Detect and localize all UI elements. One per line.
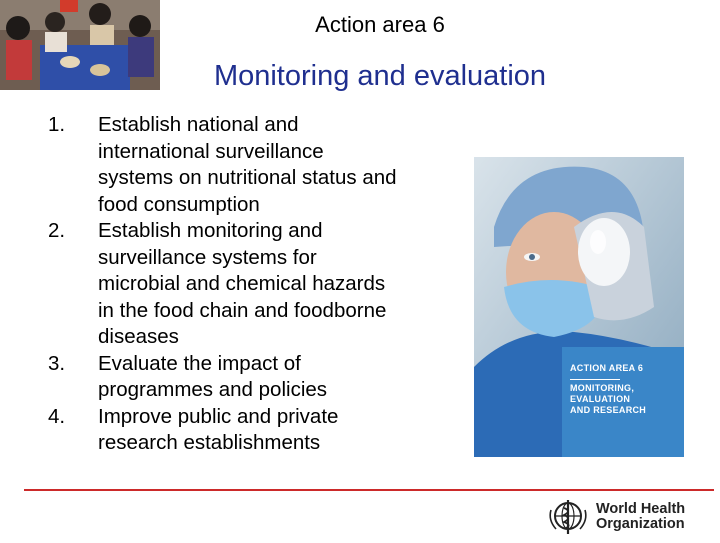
list-number: 1. xyxy=(48,113,66,136)
list-text: Improve public and private research establishments xyxy=(98,404,339,454)
page-title: Monitoring and evaluation xyxy=(213,60,547,92)
action-area-heading: Action area 6 xyxy=(315,12,445,37)
who-emblem-icon xyxy=(546,496,590,538)
who-wordmark: World Health Organization xyxy=(596,501,686,532)
list-text: Establish monitoring and surveillance systems for microbial and chemical hazards in the food chain and foodborne diseases xyxy=(98,219,387,348)
list-number: 3. xyxy=(48,351,66,375)
action-list xyxy=(48,112,468,457)
list-item xyxy=(48,404,468,457)
cover-label-line: EVALUATION xyxy=(570,394,631,404)
list-item xyxy=(48,218,468,351)
report-cover-image xyxy=(474,157,684,457)
cover-label-top: ACTION AREA 6 xyxy=(570,363,644,373)
cover-label-line: MONITORING, xyxy=(570,383,635,393)
list-number: 4. xyxy=(48,404,66,428)
list-item xyxy=(48,112,468,218)
cover-label xyxy=(570,363,680,416)
list-text: Evaluate the impact of programmes and policies xyxy=(98,351,328,401)
footer-divider xyxy=(24,489,714,491)
list-number: 2. xyxy=(48,219,66,242)
list-text: Establish national and international surveillance systems on nutritional status and food consumption xyxy=(98,113,397,216)
cover-label-line: AND RESEARCH xyxy=(570,405,647,415)
list-item xyxy=(48,351,468,404)
